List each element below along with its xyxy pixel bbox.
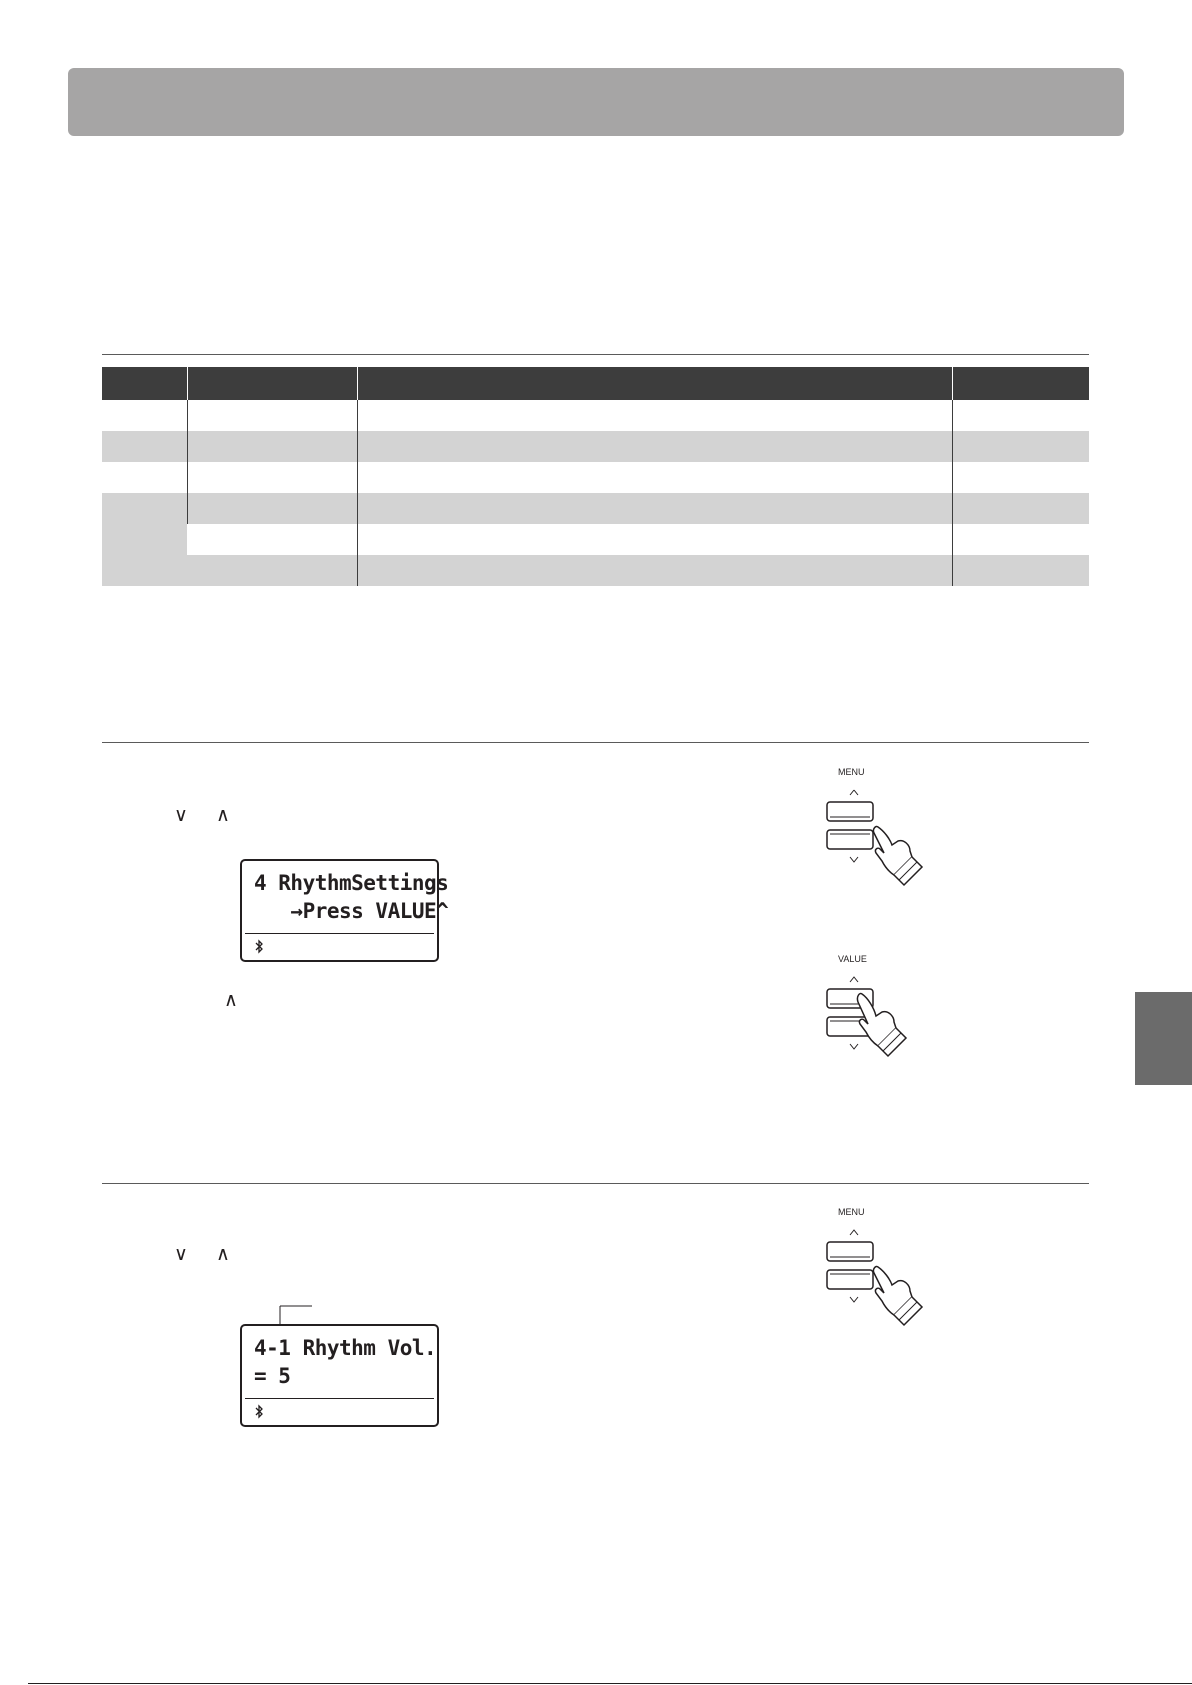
table-row bbox=[102, 555, 1089, 586]
table-header-cell bbox=[952, 367, 1089, 400]
menu-button-illustration bbox=[818, 1223, 938, 1333]
lcd-display bbox=[240, 859, 449, 962]
table-row bbox=[102, 524, 1089, 555]
lcd-separator bbox=[245, 933, 434, 934]
lcd-line-2: →Press VALUE^ bbox=[254, 899, 449, 923]
settings-table bbox=[102, 367, 1089, 586]
table-row bbox=[102, 493, 1089, 524]
caret-down-icon: ∨ bbox=[174, 1243, 188, 1265]
lcd-line-1: 4 RhythmSettings bbox=[254, 871, 449, 895]
pointing-hand-icon bbox=[873, 826, 922, 885]
footer-rule bbox=[28, 1683, 1192, 1684]
lcd-display bbox=[240, 1324, 439, 1427]
caret-down-icon: ∨ bbox=[174, 804, 188, 826]
table-header-cell bbox=[357, 367, 952, 400]
table-header-row bbox=[102, 367, 1089, 400]
section-divider bbox=[102, 742, 1089, 743]
caret-up-icon: ∧ bbox=[224, 989, 238, 1011]
menu-button-label: MENU bbox=[838, 1207, 865, 1217]
table-header-cell bbox=[187, 367, 357, 400]
pointing-hand-icon bbox=[857, 993, 906, 1056]
value-button-label: VALUE bbox=[838, 954, 867, 964]
lcd-line-2: = 5 bbox=[254, 1364, 291, 1388]
table-row bbox=[102, 462, 1089, 493]
table-row bbox=[102, 400, 1089, 431]
caret-up-icon: ∧ bbox=[216, 804, 230, 826]
bluetooth-icon bbox=[254, 939, 264, 954]
chapter-side-tab bbox=[1135, 992, 1192, 1085]
menu-button-label: MENU bbox=[838, 767, 865, 777]
section-divider bbox=[102, 354, 1089, 355]
table-header-cell bbox=[102, 367, 187, 400]
value-button-illustration bbox=[818, 970, 938, 1080]
lcd-separator bbox=[245, 1398, 434, 1399]
caret-up-icon: ∧ bbox=[216, 1243, 230, 1265]
lcd-line-1: 4-1 Rhythm Vol. bbox=[254, 1336, 437, 1360]
table-row bbox=[102, 431, 1089, 462]
page-header-bar bbox=[68, 68, 1124, 136]
pointing-hand-icon bbox=[873, 1266, 922, 1325]
bluetooth-icon bbox=[254, 1404, 264, 1419]
section-divider bbox=[102, 1183, 1089, 1184]
menu-button-illustration bbox=[818, 783, 938, 893]
